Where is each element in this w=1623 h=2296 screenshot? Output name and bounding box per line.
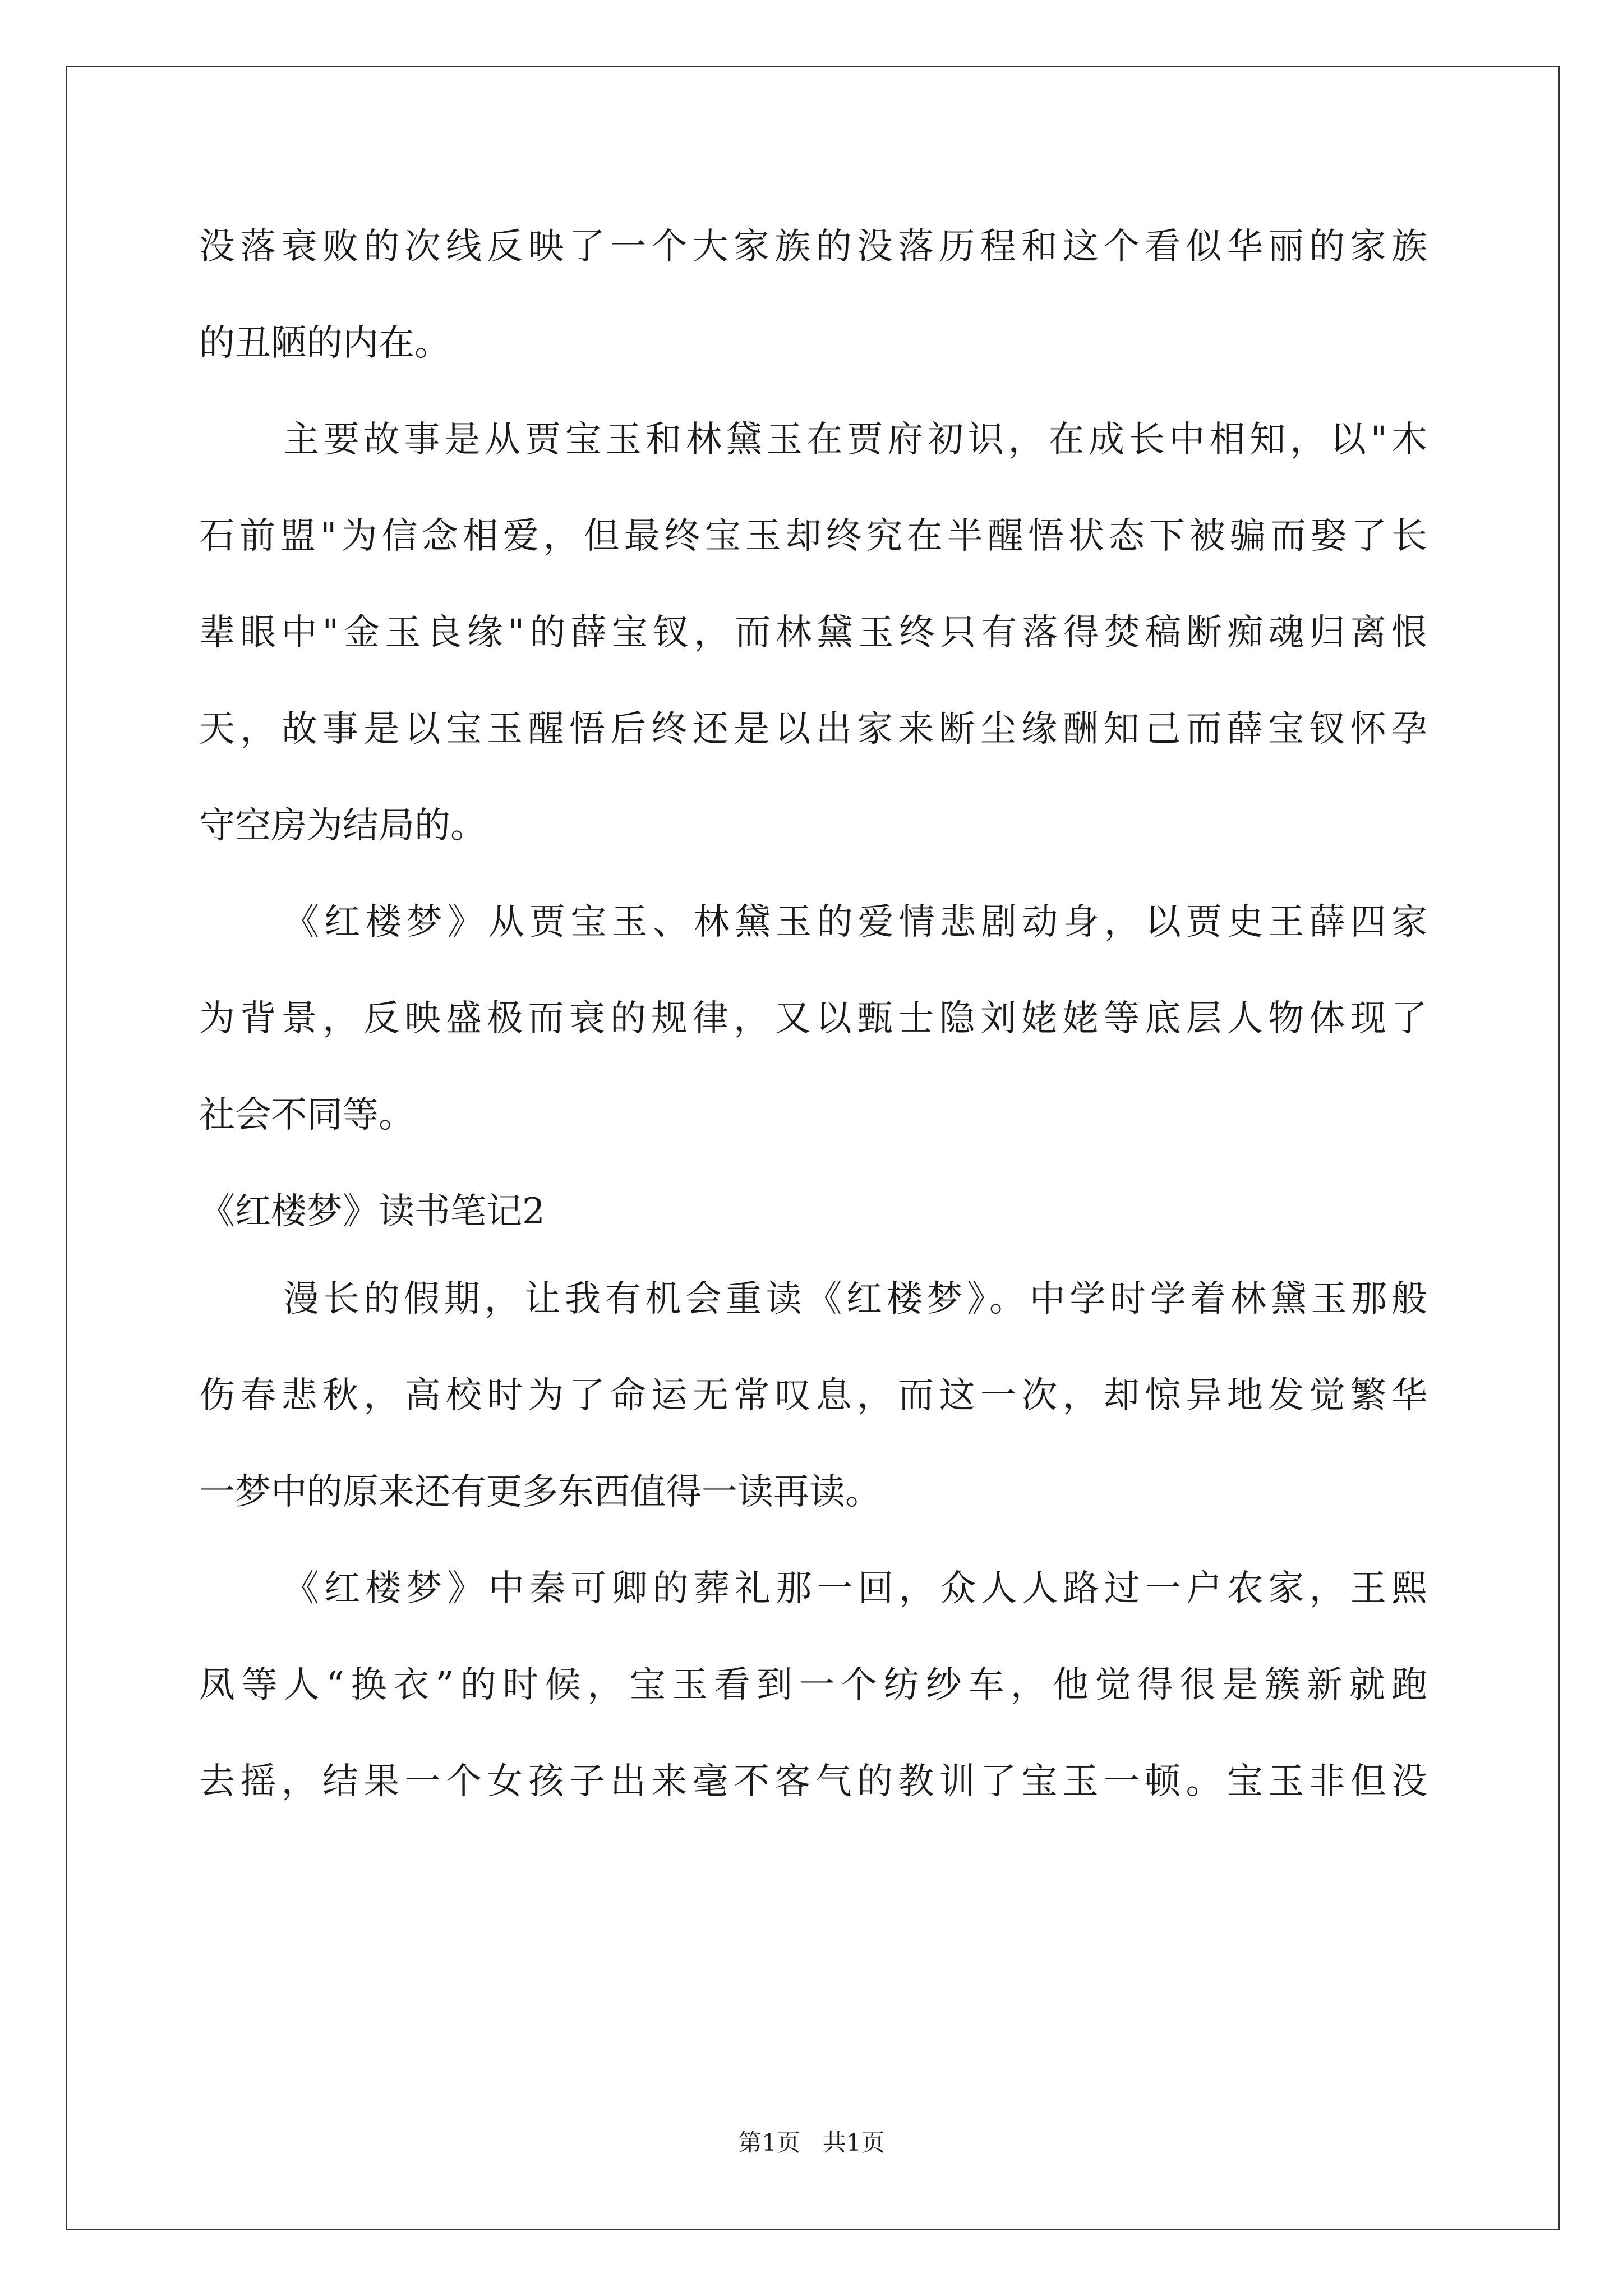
paragraph-line: 《红楼梦》中秦可卿的葬礼那一回，众人人路过一户农家，王熙	[283, 1568, 1427, 1609]
section-heading: 《红楼梦》读书笔记2	[199, 1191, 545, 1232]
paragraph-line: 伤春悲秋，高校时为了命运无常叹息，而这一次，却惊异地发觉繁华	[199, 1375, 1427, 1416]
paragraph-line: 凤等人“换衣”的时候，宝玉看到一个纺纱车，他觉得很是簇新就跑	[199, 1664, 1427, 1706]
document-body	[199, 219, 1427, 1850]
paragraph-line: 没落衰败的次线反映了一个大家族的没落历程和这个看似华丽的家族	[199, 226, 1427, 268]
paragraph-line: 漫长的假期，让我有机会重读《红楼梦》。中学时学着林黛玉那般	[283, 1278, 1427, 1320]
paragraph-line: 的丑陋的内在。	[199, 323, 450, 364]
paragraph-line: 守空房为结局的。	[199, 805, 486, 846]
page-footer: 第1页 共1页	[738, 2129, 885, 2156]
paragraph-line: 《红楼梦》从贾宝玉、林黛玉的爱情悲剧动身，以贾史王薛四家	[283, 901, 1427, 943]
paragraph-line: 天，故事是以宝玉醒悟后终还是以出家来断尘缘酬知己而薛宝钗怀孕	[199, 708, 1427, 750]
paragraph-line: 去摇，结果一个女孩子出来毫不客气的教训了宝玉一顿。宝玉非但没	[199, 1761, 1427, 1802]
paragraph-line: 社会不同等。	[199, 1094, 414, 1136]
paragraph-line: 石前盟"为信念相爱，但最终宝玉却终究在半醒悟状态下被骗而娶了长	[199, 516, 1427, 557]
paragraph-line: 为背景，反映盛极而衰的规律，又以甄士隐刘姥姥等底层人物体现了	[199, 998, 1427, 1039]
paragraph-line: 一梦中的原来还有更多东西值得一读再读。	[199, 1471, 881, 1513]
paragraph-line: 主要故事是从贾宝玉和林黛玉在贾府初识，在成长中相知，以"木	[283, 419, 1427, 461]
paragraph-line: 辈眼中"金玉良缘"的薛宝钗，而林黛玉终只有落得焚稿断痴魂归离恨	[199, 612, 1427, 654]
